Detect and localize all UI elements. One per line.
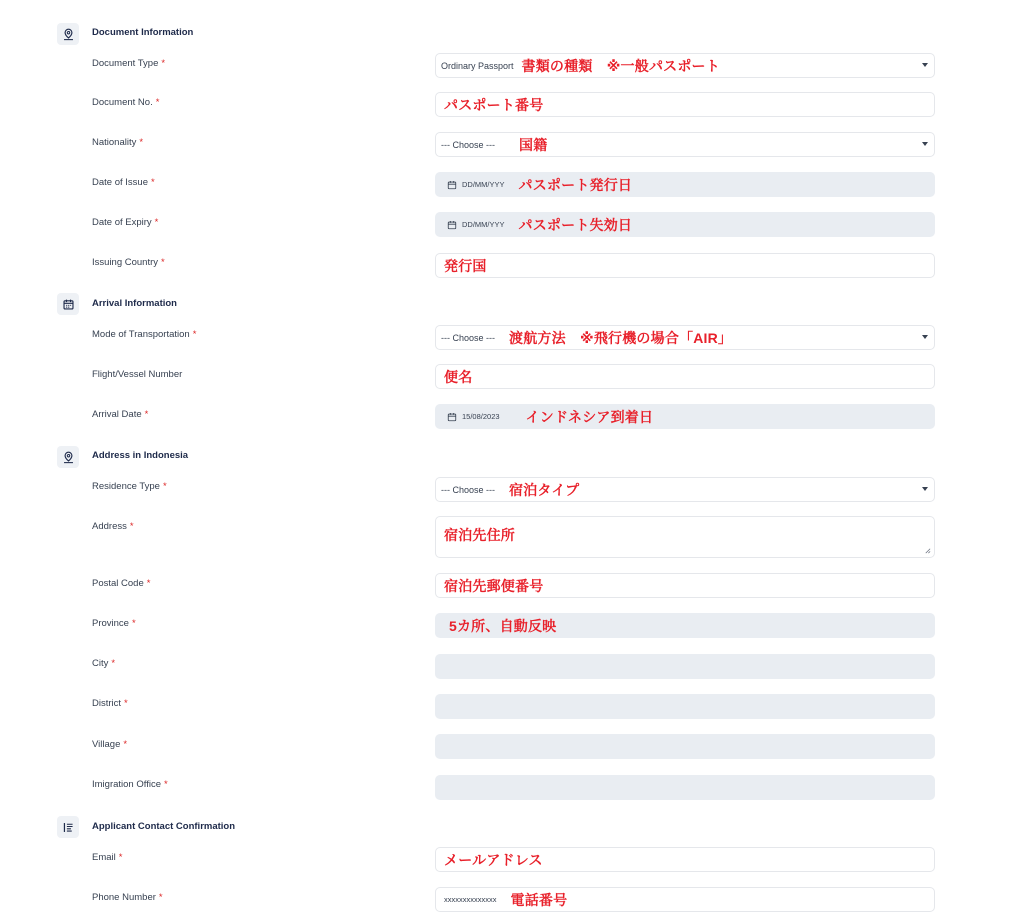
label-province: Province * (92, 618, 136, 629)
address-textarea[interactable] (435, 516, 935, 558)
label-phone-number: Phone Number * (92, 892, 163, 903)
label-mode-of-transportation: Mode of Transportation * (92, 329, 197, 340)
section-title-document: Document Information (92, 27, 194, 38)
document-type-select[interactable] (435, 53, 935, 78)
address-note: 宿泊先住所 (444, 527, 515, 543)
calendar-icon (447, 412, 457, 422)
calendar-icon (57, 293, 79, 315)
district-field (435, 694, 935, 719)
label-issuing-country: Issuing Country * (92, 257, 165, 268)
label-arrival-date: Arrival Date * (92, 409, 149, 420)
label-postal-code: Postal Code * (92, 578, 151, 589)
mode-value: --- Choose --- (441, 332, 496, 343)
arrival-date-input[interactable] (435, 404, 935, 429)
document-no-input[interactable] (435, 92, 935, 117)
list-icon (57, 816, 79, 838)
date-of-expiry-note: パスポート失効日 (518, 216, 633, 233)
label-flight-vessel-number: Flight/Vessel Number (92, 369, 183, 380)
arrival-date-value: 15/08/2023 (462, 412, 500, 421)
province-note: 5カ所、自動反映 (449, 617, 557, 634)
mode-of-transportation-select[interactable] (435, 325, 935, 350)
phone-number-note: 電話番号 (510, 891, 568, 908)
label-address: Address * (92, 521, 134, 532)
calendar-icon (447, 180, 457, 190)
email-input[interactable] (435, 847, 935, 872)
date-of-issue-placeholder: DD/MM/YYY (462, 180, 505, 189)
flight-note: 便名 (444, 368, 473, 385)
label-email: Email * (92, 852, 123, 863)
label-document-no: Document No. * (92, 97, 160, 108)
label-city: City * (92, 658, 116, 669)
village-field (435, 734, 935, 759)
mode-note: 渡航方法 ※飛行機の場合「AIR」 (509, 329, 733, 346)
residence-type-select[interactable] (435, 477, 935, 502)
chevron-down-icon (922, 335, 928, 339)
label-district: District * (92, 698, 128, 709)
residence-type-note: 宿泊タイプ (509, 481, 580, 498)
resize-handle-icon[interactable] (924, 547, 931, 554)
city-field (435, 654, 935, 679)
calendar-icon (447, 220, 457, 230)
label-date-of-expiry: Date of Expiry * (92, 217, 159, 228)
label-residence-type: Residence Type * (92, 481, 167, 492)
date-of-issue-note: パスポート発行日 (518, 176, 633, 193)
chevron-down-icon (922, 487, 928, 491)
date-of-issue-input[interactable] (435, 172, 935, 197)
nationality-value: --- Choose --- (441, 139, 496, 150)
phone-number-input[interactable] (435, 887, 935, 912)
nationality-note: 国籍 (519, 136, 548, 153)
email-note: メールアドレス (444, 851, 543, 868)
flight-vessel-number-input[interactable] (435, 364, 935, 389)
province-field (435, 613, 935, 638)
chevron-down-icon (922, 63, 928, 67)
location-pin-icon (57, 446, 79, 468)
label-date-of-issue: Date of Issue * (92, 177, 155, 188)
chevron-down-icon (922, 142, 928, 146)
imigration-office-field (435, 775, 935, 800)
label-imigration-office: Imigration Office * (92, 779, 168, 790)
issuing-country-note: 発行国 (444, 257, 487, 274)
document-type-note: 書類の種類 ※一般パスポート (521, 57, 720, 74)
postal-code-input[interactable] (435, 573, 935, 598)
section-title-address: Address in Indonesia (92, 450, 189, 461)
date-of-expiry-input[interactable] (435, 212, 935, 237)
label-village: Village * (92, 739, 128, 750)
phone-number-value: xxxxxxxxxxxxxx (444, 895, 497, 904)
document-no-note: パスポート番号 (444, 96, 544, 113)
section-title-arrival: Arrival Information (92, 298, 177, 309)
document-type-value: Ordinary Passport (441, 60, 514, 71)
residence-type-value: --- Choose --- (441, 484, 496, 495)
label-nationality: Nationality * (92, 137, 144, 148)
issuing-country-input[interactable] (435, 253, 935, 278)
date-of-expiry-placeholder: DD/MM/YYY (462, 220, 505, 229)
location-pin-icon (57, 23, 79, 45)
label-document-type: Document Type * (92, 58, 166, 69)
arrival-date-note: インドネシア到着日 (525, 408, 654, 425)
nationality-select[interactable] (435, 132, 935, 157)
postal-code-note: 宿泊先郵便番号 (444, 577, 544, 594)
section-title-contact: Applicant Contact Confirmation (92, 821, 236, 832)
